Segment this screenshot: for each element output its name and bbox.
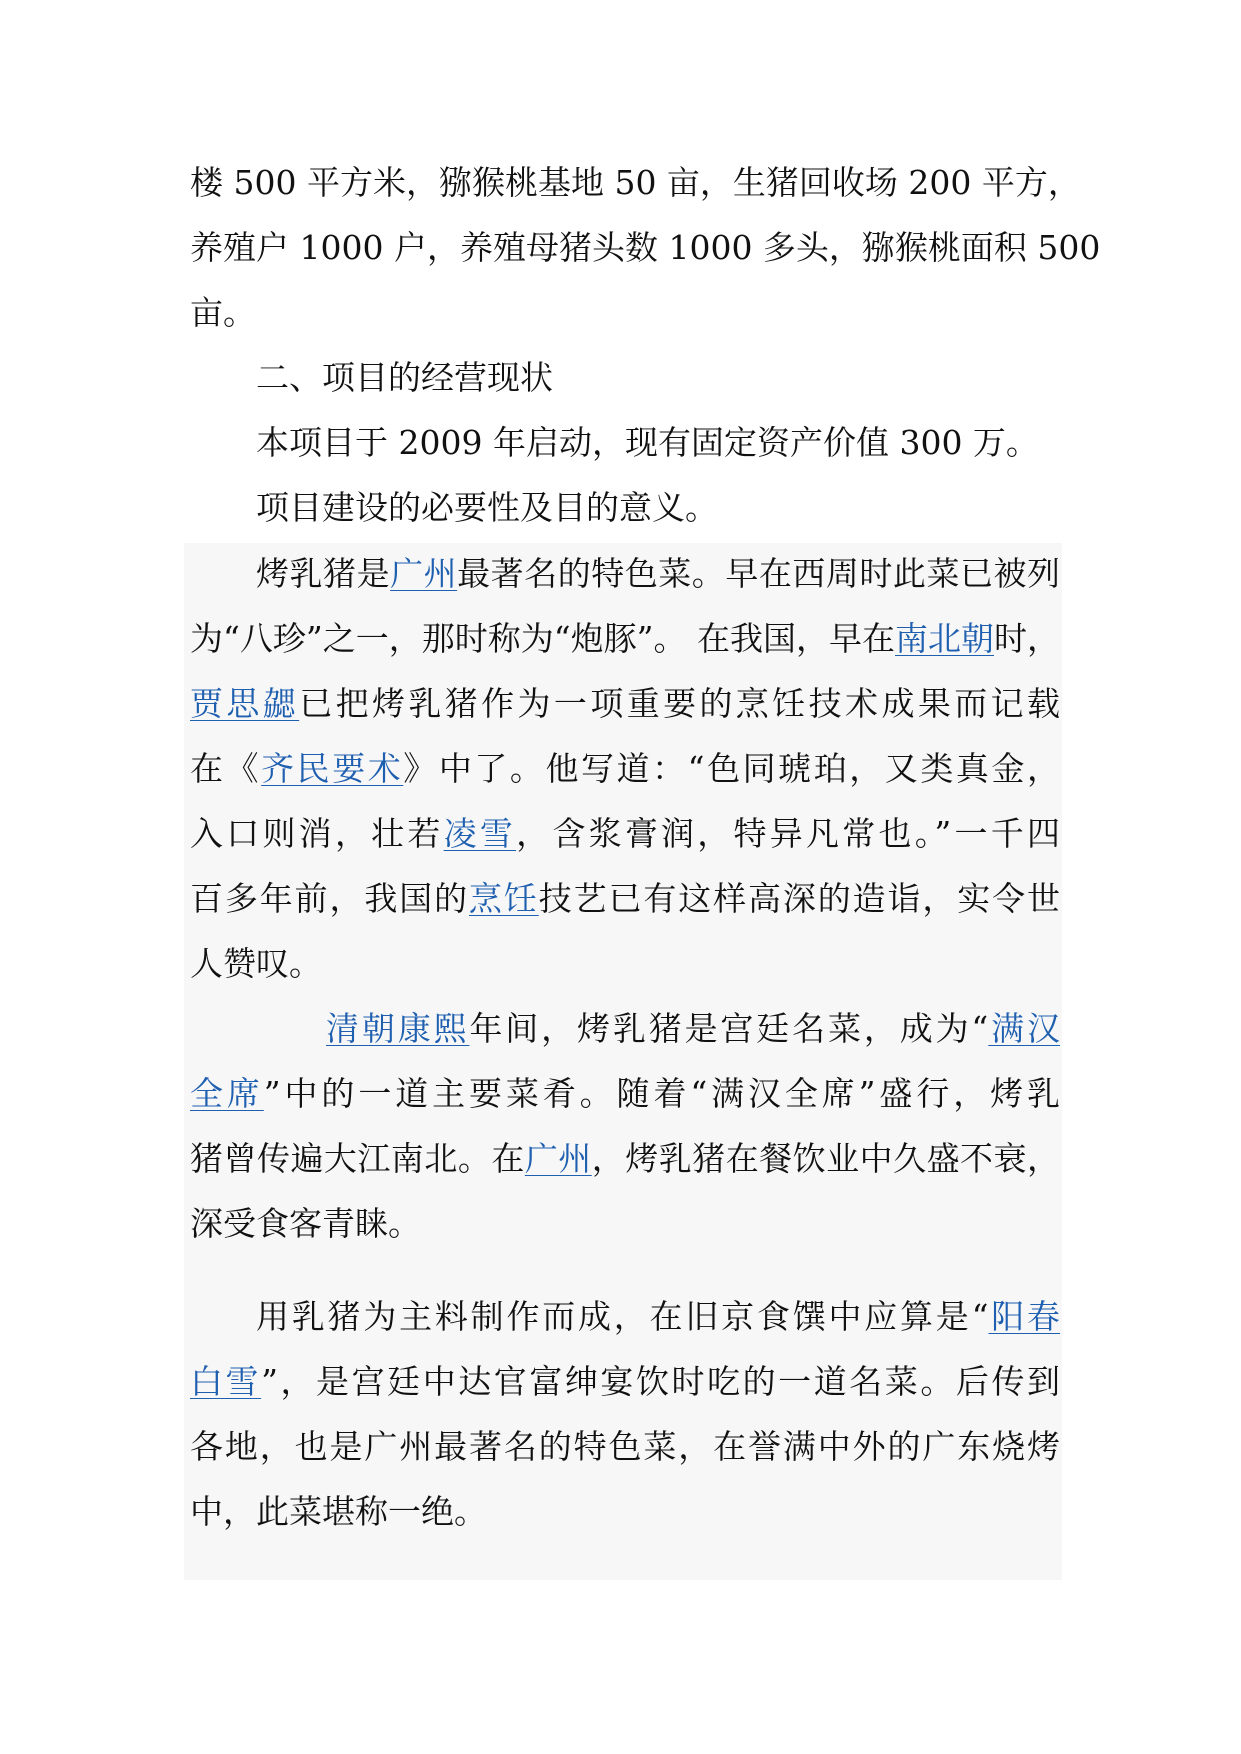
text: 人赞叹。 bbox=[190, 944, 322, 983]
para3-line-2 bbox=[190, 1362, 1060, 1401]
para1-line-3 bbox=[190, 684, 1061, 723]
text: 已把烤乳猪作为一项重要的烹饪技术成果而记载 bbox=[299, 684, 1061, 723]
section-line: 本项目于 2009 年启动，现有固定资产价值 300 万。 bbox=[256, 423, 1039, 462]
text: 百多年前，我国的 bbox=[190, 879, 469, 918]
para1-line-7 bbox=[190, 944, 1060, 983]
section-line-block bbox=[190, 423, 1060, 462]
para3-line-4 bbox=[190, 1492, 1060, 1531]
link-lingxue[interactable]: 凌雪 bbox=[443, 814, 517, 853]
text: 为“八珍”之一，那时称为“炮豚”。 在我国，早在 bbox=[190, 619, 895, 658]
para1-line-4 bbox=[190, 749, 1060, 788]
text: 用乳猪为主料制作而成，在旧京食馔中应算是“ bbox=[256, 1297, 989, 1336]
intro-line: 楼 500 平方米，猕猴桃基地 50 亩，生猪回收场 200 平方， bbox=[190, 163, 1081, 202]
text: ，烤乳猪在餐饮业中久盛不衰， bbox=[591, 1139, 1061, 1178]
para1-line-5 bbox=[190, 814, 1060, 853]
text: 烤乳猪是 bbox=[256, 554, 391, 593]
text: 入口则消，壮若 bbox=[190, 814, 444, 853]
link-yangchun[interactable]: 阳春 bbox=[988, 1297, 1061, 1336]
section-line-block-2 bbox=[190, 488, 1060, 527]
section-heading-block bbox=[190, 358, 1060, 397]
link-pengren[interactable]: 烹饪 bbox=[469, 879, 539, 918]
text: 中，此菜堪称一绝。 bbox=[190, 1492, 487, 1531]
para3-line-3 bbox=[190, 1427, 1060, 1466]
text: 》中了。他写道：“色同琥珀，又类真金， bbox=[403, 749, 1060, 788]
text: 技艺已有这样高深的造诣，实令世 bbox=[538, 879, 1060, 918]
intro-paragraph bbox=[190, 163, 1081, 202]
link-jiasixie[interactable]: 贾思勰 bbox=[190, 684, 300, 723]
link-nanbeichao[interactable]: 南北朝 bbox=[895, 619, 995, 658]
link-guangzhou[interactable]: 广州 bbox=[390, 554, 458, 593]
link-manhan[interactable]: 满汉 bbox=[988, 1009, 1061, 1048]
text: 各地，也是广州最著名的特色菜，在誉满中外的广东烧烤 bbox=[190, 1427, 1060, 1466]
link-baixue[interactable]: 白雪 bbox=[190, 1362, 262, 1401]
para2-line-3 bbox=[190, 1139, 1061, 1178]
text: 猪曾传遍大江南北。在 bbox=[190, 1139, 525, 1178]
intro-paragraph-line2 bbox=[190, 228, 1101, 267]
intro-paragraph-line3 bbox=[190, 293, 1060, 332]
para1-line-6 bbox=[190, 879, 1060, 918]
para2-line-2 bbox=[190, 1074, 1060, 1113]
text: ”中的一道主要菜肴。随着“满汉全席”盛行，烤乳 bbox=[263, 1074, 1060, 1113]
intro-line: 亩。 bbox=[190, 293, 256, 332]
text: 时， bbox=[994, 619, 1061, 658]
para3-line-1 bbox=[190, 1297, 1061, 1336]
section-heading: 二、项目的经营现状 bbox=[256, 358, 553, 397]
text: ”，是宫廷中达官富绅宴饮时吃的一道名菜。后传到 bbox=[261, 1362, 1060, 1401]
para1-line-2 bbox=[190, 619, 1061, 658]
intro-line: 养殖户 1000 户，养殖母猪头数 1000 多头，猕猴桃面积 500 bbox=[190, 228, 1101, 267]
link-qingchao-kangxi[interactable]: 清朝康熙 bbox=[326, 1009, 470, 1048]
link-guangzhou-2[interactable]: 广州 bbox=[524, 1139, 592, 1178]
text: 在《 bbox=[190, 749, 262, 788]
section-line: 项目建设的必要性及目的意义。 bbox=[256, 488, 718, 527]
link-qiminyaoshu[interactable]: 齐民要术 bbox=[261, 749, 404, 788]
text: 最著名的特色菜。早在西周时此菜已被列 bbox=[457, 554, 1061, 593]
para1-line-1 bbox=[190, 554, 1061, 593]
link-quanxi[interactable]: 全席 bbox=[190, 1074, 264, 1113]
text: 深受食客青睐。 bbox=[190, 1204, 421, 1243]
para2-line-4 bbox=[190, 1204, 1060, 1243]
text: ，含浆膏润，特异凡常也。”一千四 bbox=[516, 814, 1060, 853]
para2-line-1 bbox=[190, 1009, 1061, 1048]
text: 年间，烤乳猪是宫廷名菜，成为“ bbox=[469, 1009, 989, 1048]
